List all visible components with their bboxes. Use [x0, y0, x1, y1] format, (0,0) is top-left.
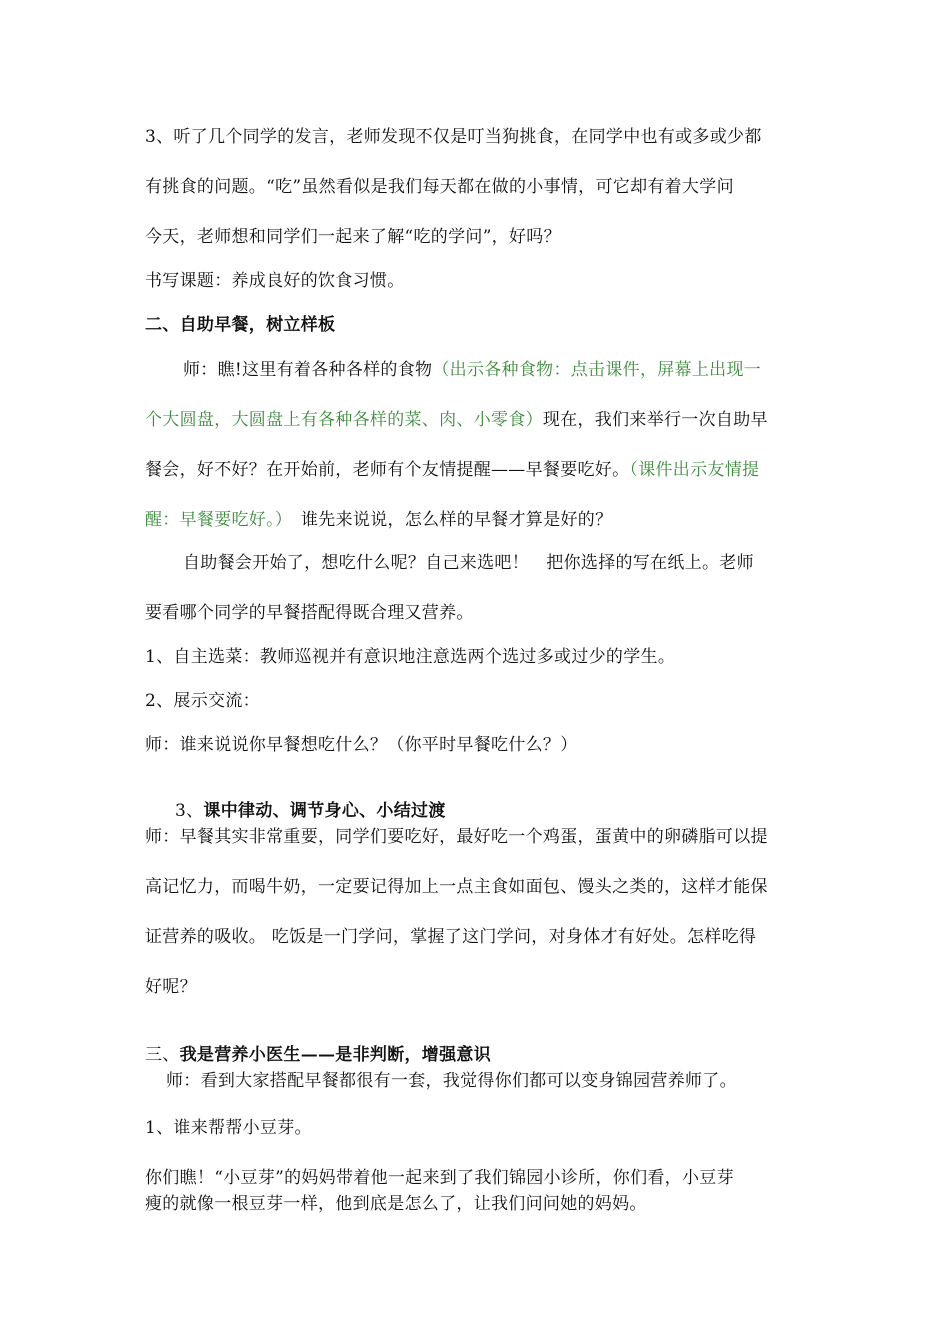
- subsection-title: 课中律动、调节身心、小结过渡: [203, 801, 446, 821]
- paragraph-line: [145, 509, 612, 531]
- list-item: 1、谁来帮帮小豆芽。: [145, 1118, 312, 1138]
- paragraph-line: 好呢？: [145, 977, 197, 997]
- paragraph-line: 高记忆力，而喝牛奶，一定要记得加上一点主食如面包、馒头之类的，这样才能保: [145, 877, 768, 897]
- paragraph-line: 3、听了几个同学的发言，老师发现不仅是叮当狗挑食，在同学中也有或多或少都: [145, 127, 762, 147]
- list-item: 2、展示交流：: [145, 691, 260, 711]
- list-item: 1、自主选菜：教师巡视并有意识地注意选两个选过多或过少的学生。: [145, 647, 676, 667]
- body-text: 谁先来说说，怎么样的早餐才算是好的？: [283, 510, 613, 530]
- subsection-heading: [175, 800, 446, 822]
- paragraph-line: 书写课题：养成良好的饮食习惯。: [145, 271, 405, 291]
- paragraph-line: 师：谁来说说你早餐想吃什么？（你平时早餐吃什么？）: [145, 735, 578, 755]
- paragraph-line: [183, 359, 761, 381]
- paragraph-line: 自助餐会开始了，想吃什么呢？自己来选吧！ 把你选择的写在纸上。老师: [183, 553, 754, 573]
- body-text: 师：瞧!这里有着各种各样的食物: [183, 360, 433, 380]
- body-text: 餐会，好不好？在开始前，老师有个友情提醒——早餐要吃好。: [145, 460, 630, 480]
- paragraph-line: 你们瞧！“小豆芽”的妈妈带着他一起来到了我们锦园小诊所，你们看，小豆芽: [145, 1168, 734, 1188]
- paragraph-line: 证营养的吸收。 吃饭是一门学问，掌握了这门学问，对身体才有好处。怎样吃得: [145, 927, 757, 947]
- section-heading: [145, 1044, 491, 1066]
- section-number: 三、: [145, 1045, 180, 1065]
- subsection-number: 3、: [175, 801, 204, 821]
- section-heading: 二、自助早餐，树立样板: [145, 315, 336, 335]
- paragraph-line: 瘦的就像一根豆芽一样，他到底是怎么了，让我们问问她的妈妈。: [145, 1194, 647, 1214]
- paragraph-line: [145, 459, 759, 481]
- section-title: 我是营养小医生——是非判断，增强意识: [179, 1045, 492, 1065]
- body-text: 现在，我们来举行一次自助早: [542, 410, 768, 430]
- paragraph-line: 师：看到大家搭配早餐都很有一套，我觉得你们都可以变身锦园营养师了。: [166, 1071, 737, 1091]
- courseware-note: （出示各种食物：点击课件，屏幕上出现一: [432, 360, 762, 380]
- courseware-note: 醒：早餐要吃好。）: [145, 510, 284, 530]
- paragraph-line: [145, 409, 768, 431]
- paragraph-line: 今天，老师想和同学们一起来了解“吃的学问”，好吗？: [145, 227, 561, 247]
- paragraph-line: 要看哪个同学的早餐搭配得既合理又营养。: [145, 603, 474, 623]
- courseware-note: 个大圆盘，大圆盘上有各种各样的菜、肉、小零食）: [145, 410, 543, 430]
- paragraph-line: 师：早餐其实非常重要，同学们要吃好，最好吃一个鸡蛋，蛋黄中的卵磷脂可以提: [145, 827, 768, 847]
- paragraph-line: 有挑食的问题。“吃”虽然看似是我们每天都在做的小事情，可它却有着大学问: [145, 177, 734, 197]
- courseware-note: （课件出示友情提: [629, 460, 760, 480]
